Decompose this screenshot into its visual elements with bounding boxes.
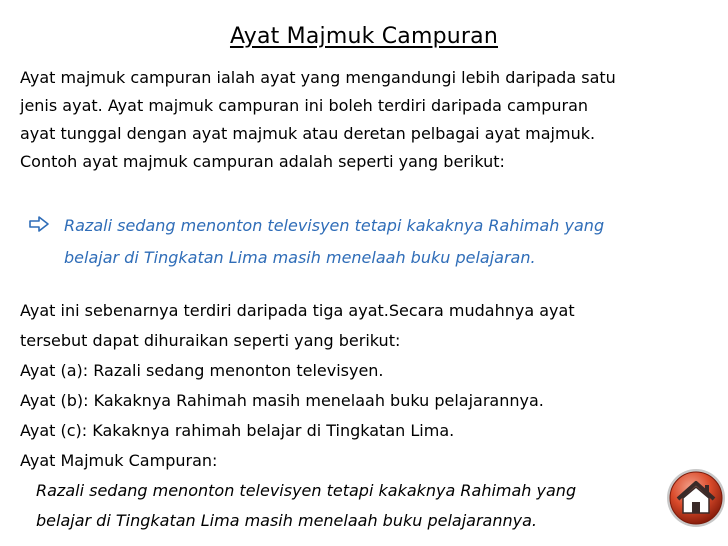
- compound-result-line: Razali sedang menonton televisyen tetapi kakaknya Rahimah yang: [36, 481, 577, 500]
- intro-paragraph: [20, 64, 720, 176]
- intro-line: ayat tunggal dengan ayat majmuk atau deretan pelbagai ayat majmuk.: [20, 124, 596, 143]
- page-title: Ayat Majmuk Campuran: [229, 24, 498, 49]
- example-sentence: [28, 210, 708, 274]
- example-line: belajar di Tingkatan Lima masih menelaah buku pelajaran.: [64, 248, 536, 267]
- intro-line: Contoh ayat majmuk campuran adalah seperti yang berikut:: [20, 152, 505, 171]
- example-line: Razali sedang menonton televisyen tetapi kakaknya Rahimah yang: [64, 216, 605, 235]
- clause-c: Ayat (c): Kakaknya rahimah belajar di Tingkatan Lima.: [20, 421, 455, 440]
- intro-line: jenis ayat. Ayat majmuk campuran ini boleh terdiri daripada campuran: [20, 96, 589, 115]
- explanation-line: Ayat ini sebenarnya terdiri daripada tiga ayat.Secara mudahnya ayat: [20, 301, 575, 320]
- home-icon: [664, 466, 728, 530]
- home-button[interactable]: [664, 466, 728, 530]
- compound-heading: Ayat Majmuk Campuran:: [20, 451, 218, 470]
- compound-result-line: belajar di Tingkatan Lima masih menelaah buku pelajarannya.: [36, 511, 537, 530]
- clause-a: Ayat (a): Razali sedang menonton televisyen.: [20, 361, 384, 380]
- intro-line: Ayat majmuk campuran ialah ayat yang mengandungi lebih daripada satu: [20, 68, 616, 87]
- arrow-right-icon: [28, 210, 64, 242]
- clause-b: Ayat (b): Kakaknya Rahimah masih menelaah buku pelajarannya.: [20, 391, 544, 410]
- explanation-line: tersebut dapat dihuraikan seperti yang berikut:: [20, 331, 401, 350]
- explanation-list: [20, 296, 576, 536]
